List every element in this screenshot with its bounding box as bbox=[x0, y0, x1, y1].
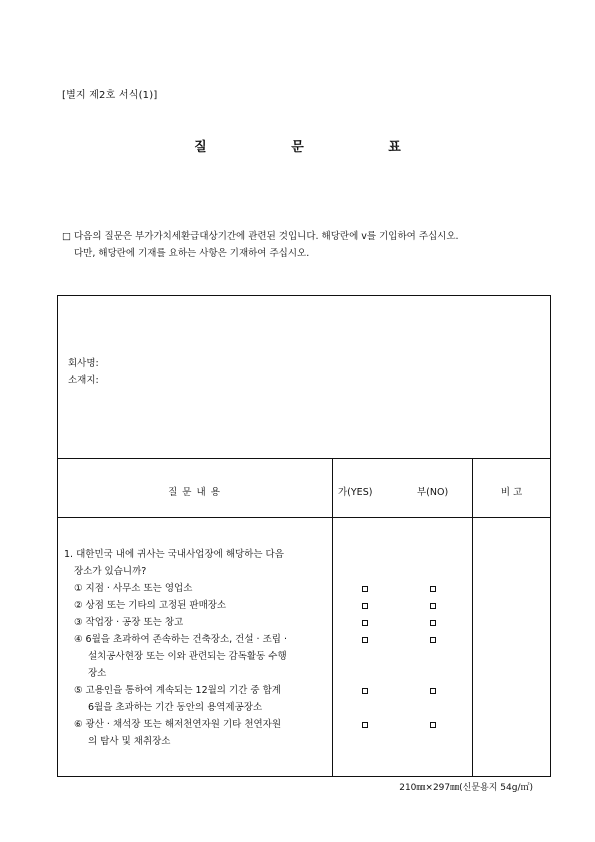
company-address-field[interactable]: 소재지: bbox=[68, 375, 99, 386]
question-item bbox=[74, 716, 332, 750]
company-name-field[interactable]: 회사명: bbox=[68, 358, 99, 369]
header-yes: 가(YES) bbox=[338, 487, 373, 498]
checkbox-yes-item-1[interactable] bbox=[362, 586, 368, 592]
question-item-line: 의 탐사 및 채취장소 bbox=[88, 736, 171, 747]
company-info bbox=[68, 355, 99, 389]
question-item bbox=[74, 614, 332, 631]
question-item-line: ② 상점 또는 기타의 고정된 판매장소 bbox=[74, 600, 227, 611]
column-divider-remarks bbox=[472, 458, 473, 777]
question-item-line: ③ 작업장 · 공장 또는 창고 bbox=[74, 617, 184, 628]
checkbox-yes-item-4[interactable] bbox=[362, 637, 368, 643]
question-item bbox=[74, 597, 332, 614]
notice-line-1: □ 다음의 질문은 부가가치세환급대상기간에 관련된 것입니다. 해당란에 v를 기입하여 주십시오. bbox=[62, 231, 459, 242]
paper-spec-footer: 210㎜×297㎜(신문용지 54g/㎡) bbox=[399, 783, 533, 793]
checkbox-no-item-6[interactable] bbox=[430, 722, 436, 728]
question-1-line-1: 1. 대한민국 내에 귀사는 국내사업장에 해당하는 다음 bbox=[64, 549, 284, 560]
checkbox-no-item-4[interactable] bbox=[430, 637, 436, 643]
column-divider-question bbox=[332, 458, 333, 777]
question-item-line: ⑤ 고용인을 통하여 계속되는 12월의 기간 중 합계 bbox=[74, 685, 281, 696]
question-item bbox=[74, 580, 332, 597]
notice-line-2: 다만, 해당란에 기재를 요하는 사항은 기재하여 주십시오. bbox=[74, 248, 310, 259]
checkbox-yes-item-3[interactable] bbox=[362, 620, 368, 626]
page-title: 질 문 표 bbox=[194, 140, 441, 155]
checkbox-yes-item-6[interactable] bbox=[362, 722, 368, 728]
table-header-top-border bbox=[57, 458, 551, 459]
question-item-line: 장소 bbox=[88, 668, 107, 679]
checkbox-yes-item-2[interactable] bbox=[362, 603, 368, 609]
question-items bbox=[74, 580, 332, 750]
header-no: 부(NO) bbox=[417, 487, 449, 498]
header-remarks: 비 고 bbox=[500, 487, 523, 498]
question-item-line: 설치공사현장 또는 이와 관련되는 감독활동 수행 bbox=[88, 651, 287, 662]
form-number: [별지 제2호 서식(1)] bbox=[62, 90, 158, 101]
question-item bbox=[74, 631, 332, 682]
question-1 bbox=[64, 546, 329, 580]
question-1-line-2: 장소가 있습니까? bbox=[74, 566, 147, 577]
checkbox-no-item-5[interactable] bbox=[430, 688, 436, 694]
question-item bbox=[74, 682, 332, 716]
question-item-line: 6월을 초과하는 기간 동안의 용역제공장소 bbox=[88, 702, 263, 713]
question-item-line: ⑥ 광산 · 채석장 또는 해저천연자원 기타 천연자원 bbox=[74, 719, 282, 730]
instruction-notice bbox=[62, 228, 542, 262]
checkbox-no-item-3[interactable] bbox=[430, 620, 436, 626]
checkbox-no-item-1[interactable] bbox=[430, 586, 436, 592]
header-question-content: 질 문 내 용 bbox=[168, 487, 221, 498]
question-item-line: ① 지점 · 사무소 또는 영업소 bbox=[74, 583, 193, 594]
question-item-line: ④ 6월을 초과하여 존속하는 건축장소, 건설 · 조립 · bbox=[74, 634, 287, 645]
table-header-bottom-border bbox=[57, 517, 551, 518]
checkbox-yes-item-5[interactable] bbox=[362, 688, 368, 694]
checkbox-no-item-2[interactable] bbox=[430, 603, 436, 609]
